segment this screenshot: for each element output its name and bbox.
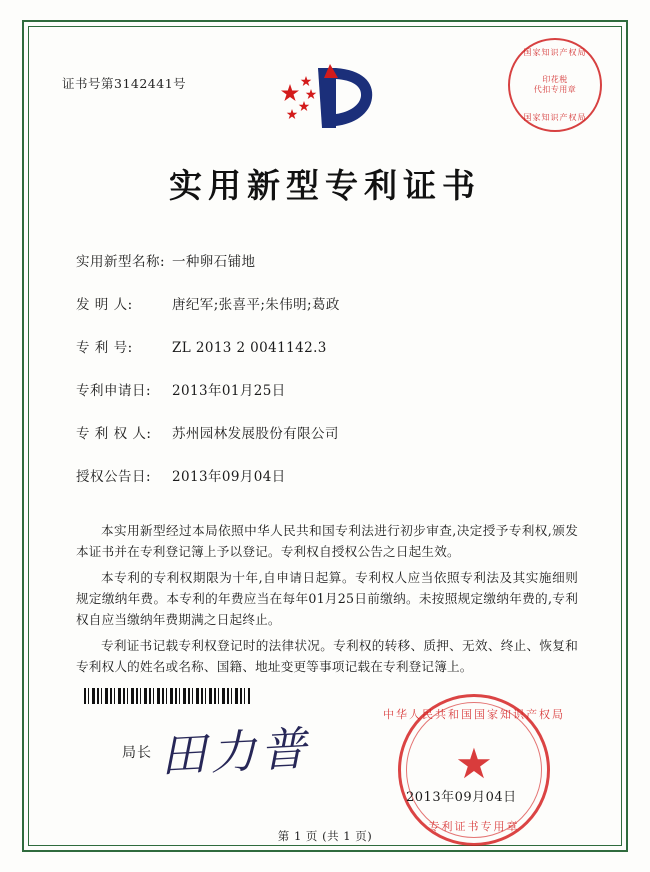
field-value-grant-date: 2013年09月04日	[172, 469, 286, 485]
paragraph-1: 本实用新型经过本局依照中华人民共和国专利法进行初步审查,决定授予专利权,颁发本证书并在专利登记簿上予以登记。专利权自授权公告之日起生效。	[76, 523, 578, 559]
director-signature: 田力普	[158, 721, 312, 783]
field-value-patentee: 苏州园林发展股份有限公司	[172, 426, 339, 442]
patent-office-emblem-icon	[266, 62, 386, 140]
director-label: 局长	[122, 745, 152, 761]
page-footer: 第 1 页 (共 1 页)	[277, 829, 373, 843]
certificate-number: 证书号第3142441号	[62, 76, 187, 91]
star-icon: ★	[455, 738, 493, 788]
seal-center-text	[534, 75, 577, 95]
field-label-inventors: 发 明 人:	[76, 297, 133, 313]
field-label-patentee: 专 利 权 人:	[76, 426, 152, 442]
field-row	[76, 250, 580, 270]
field-list	[76, 250, 580, 508]
field-row	[76, 422, 580, 442]
paragraph-3: 专利证书记载专利权登记时的法律状况。专利权的转移、质押、无效、终止、恢复和专利权人的姓名或名称、国籍、地址变更等事项记载在专利登记簿上。	[76, 638, 578, 674]
field-value-application-date: 2013年01月25日	[172, 383, 286, 399]
field-label-grant-date: 授权公告日:	[76, 469, 152, 485]
field-row	[76, 336, 580, 356]
seal-arc-top: 国家知识产权局	[523, 48, 587, 57]
field-row	[76, 293, 580, 313]
field-value-patent-number: ZL 2013 2 0041142.3	[172, 340, 327, 356]
seal-center-line-1: 印花税	[542, 75, 568, 84]
field-label-application-date: 专利申请日:	[76, 383, 152, 399]
barcode	[84, 688, 250, 704]
field-label-name: 实用新型名称:	[76, 254, 166, 270]
paragraph-2: 本专利的专利权期限为十年,自申请日起算。专利权人应当依照专利法及其实施细则规定缴纳年费。本专利的年费应当在每年01月25日前缴纳。未按照规定缴纳年费的,专利权自应当缴纳年费期满之日起终止。	[76, 570, 578, 627]
seal-arc-top-text: 中华人民共和国国家知识产权局	[383, 708, 565, 721]
seal-date: 2013年09月04日	[406, 790, 517, 805]
seal-center-line-2: 代扣专用章	[533, 85, 577, 94]
field-value-name: 一种卵石铺地	[172, 254, 256, 270]
body-text	[76, 520, 578, 682]
seal-arc-bottom-text: 专利证书专用章	[428, 820, 520, 833]
field-label-patent-number: 专 利 号:	[76, 340, 133, 356]
field-row	[76, 379, 580, 399]
field-value-inventors: 唐纪军;张喜平;朱伟明;葛政	[172, 297, 340, 313]
official-round-seal	[383, 694, 565, 846]
field-row	[76, 465, 580, 485]
seal-arc-bottom: 国家知识产权局	[523, 113, 587, 122]
page-title: 实用新型专利证书	[169, 166, 481, 205]
tax-stamp-seal	[508, 38, 602, 132]
